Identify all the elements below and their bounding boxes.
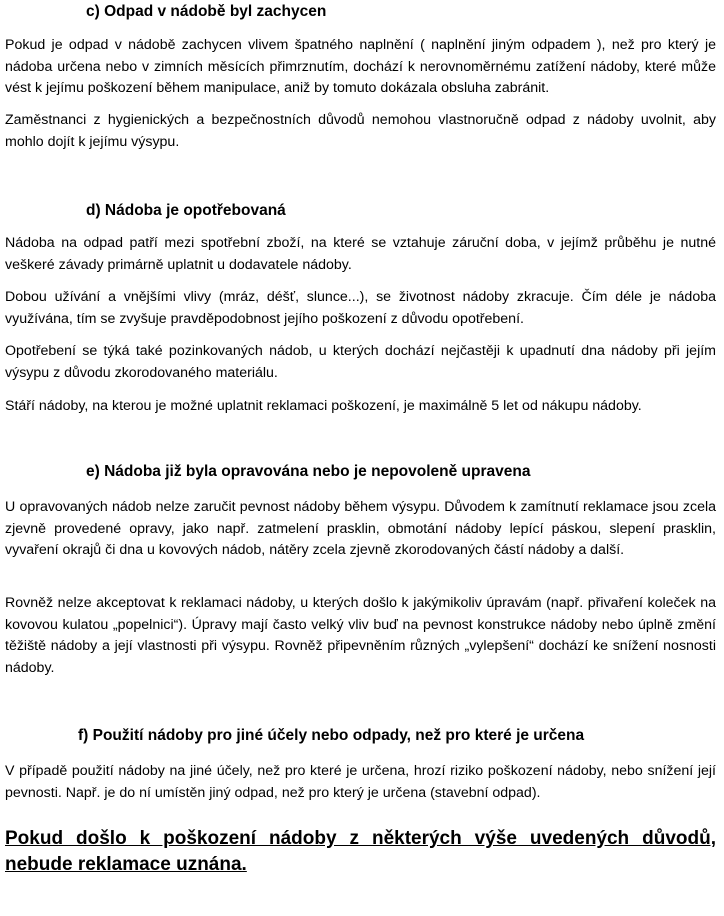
section-heading-c: c) Odpad v nádobě byl zachycen (86, 3, 327, 20)
conclusion-statement: Pokud došlo k poškození nádoby z některých výše uvedených důvodů, nebude reklamace uznána. (5, 828, 716, 875)
paragraph: Dobou užívání a vnějšími vlivy (mráz, déšť, slunce...), se životnost nádoby zkracuje. Čím déle je nádoba využívána, tím se zvyšuje pravděpodobnost jejího poškození z důvodu opotřebení. (5, 289, 716, 327)
paragraph: Pokud je odpad v nádobě zachycen vlivem špatného naplnění ( naplnění jiným odpadem ), než pro který je nádoba určena nebo v zimních měsících přimrznutím, dochází k nerovnoměrnému zatížení nádoby, které může vést k jejímu poškození během manipulace, aniž by tomuto dokázala obsluha zabránit. (5, 37, 716, 96)
paragraph: U opravovaných nádob nelze zaručit pevnost nádoby během výsypu. Důvodem k zamítnutí reklamace jsou zcela zjevně provedené opravy, jako např. zatmelení prasklin, obmotání nádoby lepící páskou, slepení prasklin, vyvaření okrajů či dna u kovových nádob, nátěry zcela zjevně zkorodovaných částí nádoby a další. (5, 499, 716, 558)
paragraph: Stáří nádoby, na kterou je možné uplatnit reklamaci poškození, je maximálně 5 let od nákupu nádoby. (5, 398, 642, 414)
section-heading-f: f) Použití nádoby pro jiné účely nebo odpady, než pro které je určena (78, 727, 585, 744)
paragraph: Rovněž nelze akceptovat k reklamaci nádoby, u kterých došlo k jakýmikoliv úpravám (např. přivaření koleček na kovovou kulatou „popelnici“). Úpravy mají často velký vliv buď na pevnost konstrukce nádoby nebo úplně změní těžiště nádoby a její vlastnosti při výsypu. Rovněž připevněním různých „vylepšení“ dochází ke snížení nosnosti nádoby. (5, 595, 716, 676)
paragraph: Opotřebení se týká také pozinkovaných nádob, u kterých dochází nejčastěji k upadnutí dna nádoby při jejím výsypu z důvodu zkorodovaného materiálu. (5, 343, 716, 381)
paragraph: Nádoba na odpad patří mezi spotřební zboží, na které se vztahuje záruční doba, v jejímž průběhu je nutné veškeré závady primárně uplatnit u dodavatele nádoby. (5, 235, 716, 273)
paragraph: V případě použití nádoby na jiné účely, než pro které je určena, hrozí riziko poškození nádoby, nebo snížení její pevnosti. Např. je do ní umístěn jiný odpad, než pro který je určena (stavební odpad). (5, 763, 716, 801)
paragraph: Zaměstnanci z hygienických a bezpečnostních důvodů nemohou vlastnoručně odpad z nádoby uvolnit, aby mohlo dojít k jejímu výsypu. (5, 112, 716, 150)
section-heading-d: d) Nádoba je opotřebovaná (86, 202, 286, 219)
section-heading-e: e) Nádoba již byla opravována nebo je nepovoleně upravena (86, 463, 531, 480)
